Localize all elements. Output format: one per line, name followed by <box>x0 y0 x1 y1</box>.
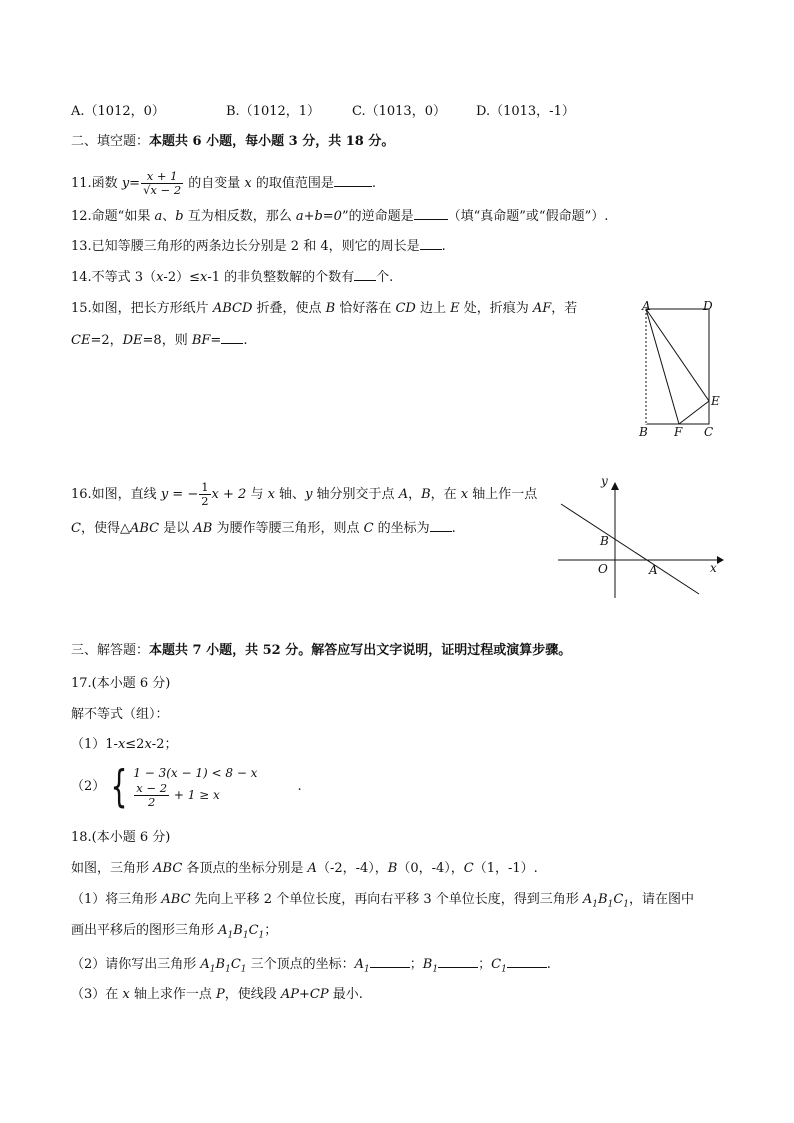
q18-p2-b1: $B_1$ <box>422 957 439 975</box>
q18-ie: （1，-1）. <box>473 861 538 876</box>
q12-text4: （填“真命题”或“假命题”）. <box>447 209 609 224</box>
q17-row2-num: x − 2 <box>136 781 168 795</box>
q16-x: x <box>267 487 275 502</box>
q18-iB: B <box>387 861 398 876</box>
q18-p1c: ，请在图中 <box>629 892 695 907</box>
q17-row2-den: 2 <box>147 795 156 809</box>
q15-t5: 处，折痕为 <box>459 301 533 316</box>
section2-prefix: 二、填空题： <box>71 134 150 149</box>
q16-c: C <box>71 521 81 536</box>
q18-part1-line1 <box>71 891 694 914</box>
q17-row2-tail: + 1 ≥ x <box>170 788 220 802</box>
q15-fold-af <box>646 309 679 424</box>
q16-x-arrow <box>717 556 724 564</box>
q12-b: b <box>175 209 184 224</box>
q16-y-arrow <box>611 482 619 490</box>
q18-p2-tri: $A_1B_1C_1$ <box>200 957 247 975</box>
q13-end: . <box>441 239 446 254</box>
q17-p2-label: （2） <box>71 779 106 794</box>
q12-answer-blank[interactable] <box>414 207 448 220</box>
q18-p1abc: ABC <box>161 892 191 907</box>
q14-text2: -2）≤ <box>163 270 200 285</box>
q18-p1-tri2: $A_1B_1C_1$ <box>218 923 265 941</box>
q18-p1b: 先向上平移 2 个单位长度，再向右平移 3 个单位长度，得到三角形 <box>190 892 583 907</box>
q18-p3a: （3）在 <box>71 987 123 1002</box>
q18-p3b: 轴上求作一点 <box>129 987 217 1002</box>
q18-iA: A <box>307 861 317 876</box>
q18-p2a: （2）请你写出三角形 <box>71 957 201 972</box>
q18-id: （0，-4）， <box>397 861 464 876</box>
q17-part2 <box>71 760 302 812</box>
q15-rect-adc <box>646 309 709 424</box>
q15-answer-blank[interactable] <box>221 331 243 344</box>
q15-segment-ae <box>646 309 709 401</box>
q15-segment-fe <box>679 401 709 424</box>
q18-p3x: x <box>122 987 130 1002</box>
q18-a1-blank[interactable] <box>370 955 410 968</box>
q15-t4: 边上 <box>415 301 451 316</box>
q14-x2: x <box>199 270 208 285</box>
q16-t6: ，在 <box>430 487 461 502</box>
q11-fraction <box>141 170 183 197</box>
q18-ia: 如图，三角形 <box>71 861 154 876</box>
section3-title: 本题共 7 小题，共 52 分。解答应写出文字说明，证明过程或演算步骤。 <box>149 643 572 658</box>
q17-p1x: x <box>117 737 126 752</box>
q16-rest: x + 2 <box>211 487 247 502</box>
q16-x2: x <box>460 487 469 502</box>
q15-end: . <box>243 333 248 348</box>
q11-answer-blank[interactable] <box>334 174 372 187</box>
q17-p1c: -2； <box>151 737 178 752</box>
q18-p1e: ； <box>264 923 278 938</box>
q16-t5: ， <box>408 487 422 502</box>
q12-text3: ”的逆命题是 <box>341 209 414 224</box>
q16-t4: 轴分别交于点 <box>312 487 399 502</box>
q15-t7: =2， <box>90 333 123 348</box>
q17-p1x2: x <box>144 737 152 752</box>
question-16-line1 <box>71 481 537 508</box>
q16-num: 1 <box>201 480 209 494</box>
q16-t10: 为腰作等腰三角形，则点 <box>212 521 364 536</box>
section2-title: 本题共 6 小题，每小题 3 分，共 18 分。 <box>149 134 395 149</box>
q17-brace: { <box>110 760 128 812</box>
q18-p3c: ，使线段 <box>224 987 281 1002</box>
q18-p2-c1: $C_1$ <box>491 957 507 975</box>
q18-p2-a1: $A_1$ <box>354 957 370 975</box>
q15-cd: CD <box>395 301 416 316</box>
q10-option-b: B.（1012，1） <box>226 104 321 119</box>
q18-p3d: 最小. <box>328 987 363 1002</box>
q17-intro: 解不等式（组）： <box>71 707 169 722</box>
q16-y: y <box>305 487 313 502</box>
q11-mid: 的自变量 <box>184 176 245 191</box>
q18-p1a: （1）将三角形 <box>71 892 162 907</box>
q15-t6: ，若 <box>551 301 578 316</box>
q17-title: 17.(本小题 6 分) <box>71 676 171 691</box>
q10-option-c: C.（1013，0） <box>352 104 446 119</box>
q16-c2: C <box>363 521 374 536</box>
q17-p1a: （1）1- <box>71 737 118 752</box>
q16-line <box>561 504 699 594</box>
q15-label-a: A <box>642 299 651 313</box>
q17-end: . <box>297 779 302 794</box>
q15-label-e: E <box>711 394 720 408</box>
q11-prefix: 11.函数 <box>71 176 122 191</box>
q15-bf: BF <box>191 333 211 348</box>
q16-t2: 与 <box>246 487 268 502</box>
q16-label-a: A <box>649 563 658 577</box>
q16-label-o: O <box>598 562 608 576</box>
q16-label-y: y <box>601 476 608 488</box>
q15-figure <box>636 298 726 440</box>
q16-den: 2 <box>201 494 209 508</box>
q15-t8: =8，则 <box>142 333 192 348</box>
q17-part1 <box>71 736 177 754</box>
q14-answer-blank[interactable] <box>354 268 376 281</box>
q16-t9: 是以 <box>159 521 194 536</box>
q14-text3: -1 的非负整数解的个数有 <box>207 270 355 285</box>
q18-iabc: ABC <box>153 861 183 876</box>
q18-part2 <box>71 955 551 979</box>
q15-t2: 折叠，使点 <box>252 301 326 316</box>
q16-a: A <box>398 487 409 502</box>
q16-t3: 轴、 <box>274 487 306 502</box>
q18-intro <box>71 860 538 878</box>
q11-end: . <box>371 176 377 191</box>
q10-option-d: D.（1013，-1） <box>476 104 575 119</box>
q16-ab: AB <box>193 521 213 536</box>
q13-answer-blank[interactable] <box>420 237 442 250</box>
q14-x1: x <box>156 270 164 285</box>
q15-t1: 15.如图，把长方形纸片 <box>71 301 213 316</box>
question-13 <box>71 237 446 256</box>
q18-title: 18.(本小题 6 分) <box>71 830 171 845</box>
question-11 <box>71 170 376 197</box>
q16-t11: 的坐标为 <box>373 521 430 536</box>
q18-p1d: 画出平移后的图形三角形 <box>71 923 219 938</box>
q13-text: 13.已知等腰三角形的两条边长分别是 2 和 4，则它的周长是 <box>71 239 420 254</box>
q15-abcd: ABCD <box>212 301 253 316</box>
q15-label-d: D <box>703 299 713 313</box>
q11-var: x <box>244 176 252 191</box>
q16-label-b: B <box>600 534 609 548</box>
q16-end: . <box>451 521 456 536</box>
q14-text1: 14.不等式 3（ <box>71 270 157 285</box>
q14-end: 个. <box>376 270 394 285</box>
q16-b: B <box>421 487 431 502</box>
q18-ic: （-2，-4）， <box>316 861 388 876</box>
q15-e: E <box>450 301 460 316</box>
q12-eq: a+b=0 <box>295 209 342 224</box>
q15-label-c: C <box>704 425 714 439</box>
section3-heading <box>71 642 571 660</box>
q16-answer-blank[interactable] <box>430 519 452 532</box>
q15-label-f: F <box>674 425 683 439</box>
question-16-line2 <box>71 519 456 538</box>
section3-prefix: 三、解答题： <box>71 643 150 658</box>
q12-text2: 互为相反数，那么 <box>183 209 296 224</box>
q18-p1-tri: $A_1B_1C_1$ <box>582 892 629 910</box>
q18-ib: 各顶点的坐标分别是 <box>182 861 308 876</box>
q15-label-b: B <box>639 425 648 439</box>
q16-t7: 轴上作一点 <box>468 487 538 502</box>
q17-row2-frac <box>134 782 169 809</box>
q15-t3: 恰好落在 <box>335 301 396 316</box>
q17-row1: 1 − 3(x − 1) < 8 − x <box>133 766 258 780</box>
q18-p3P: P <box>216 987 225 1002</box>
q18-b1-blank[interactable] <box>438 955 478 968</box>
q10-option-a: A.（1012，0） <box>71 104 165 119</box>
q15-de: DE <box>122 333 143 348</box>
q11-fx: y= <box>121 176 141 191</box>
q18-part1-line2 <box>71 922 277 945</box>
q16-figure <box>553 476 729 604</box>
section2-heading <box>71 133 394 151</box>
question-15-line1 <box>71 300 577 318</box>
q17-system <box>133 764 257 809</box>
question-12 <box>71 207 608 226</box>
q12-text1: 12.命题“如果 <box>71 209 155 224</box>
q18-c1-blank[interactable] <box>507 955 547 968</box>
q16-label-x: x <box>710 561 717 575</box>
q15-t9: = <box>210 333 222 348</box>
q18-p2-end: . <box>546 957 551 972</box>
q18-p2-sep1: ； <box>409 957 423 972</box>
q16-t8: ，使得△ <box>80 521 130 536</box>
q15-ce: CE <box>71 333 91 348</box>
q16-t1: 16.如图，直线 <box>71 487 161 502</box>
q17-p1b: ≤2 <box>125 737 145 752</box>
q18-iC: C <box>463 861 474 876</box>
question-14 <box>71 268 393 287</box>
q16-fraction <box>199 481 210 508</box>
q11-denominator: √x − 2 <box>143 183 182 197</box>
q15-b: B <box>325 301 336 316</box>
q18-p2b: 三个顶点的坐标： <box>246 957 355 972</box>
question-15-line2 <box>71 331 247 350</box>
q16-yeq: y = − <box>160 487 199 502</box>
q12-sep: 、 <box>162 209 176 224</box>
q18-p2-sep2: ； <box>478 957 492 972</box>
q18-part3 <box>71 986 363 1004</box>
q11-tail: 的取值范围是 <box>251 176 334 191</box>
q16-abc: ABC <box>129 521 160 536</box>
q11-numerator: x + 1 <box>141 170 183 184</box>
q15-af: AF <box>532 301 552 316</box>
q17-row2 <box>133 782 257 809</box>
q12-a: a <box>154 209 163 224</box>
q18-p3seg: AP+CP <box>280 987 329 1002</box>
